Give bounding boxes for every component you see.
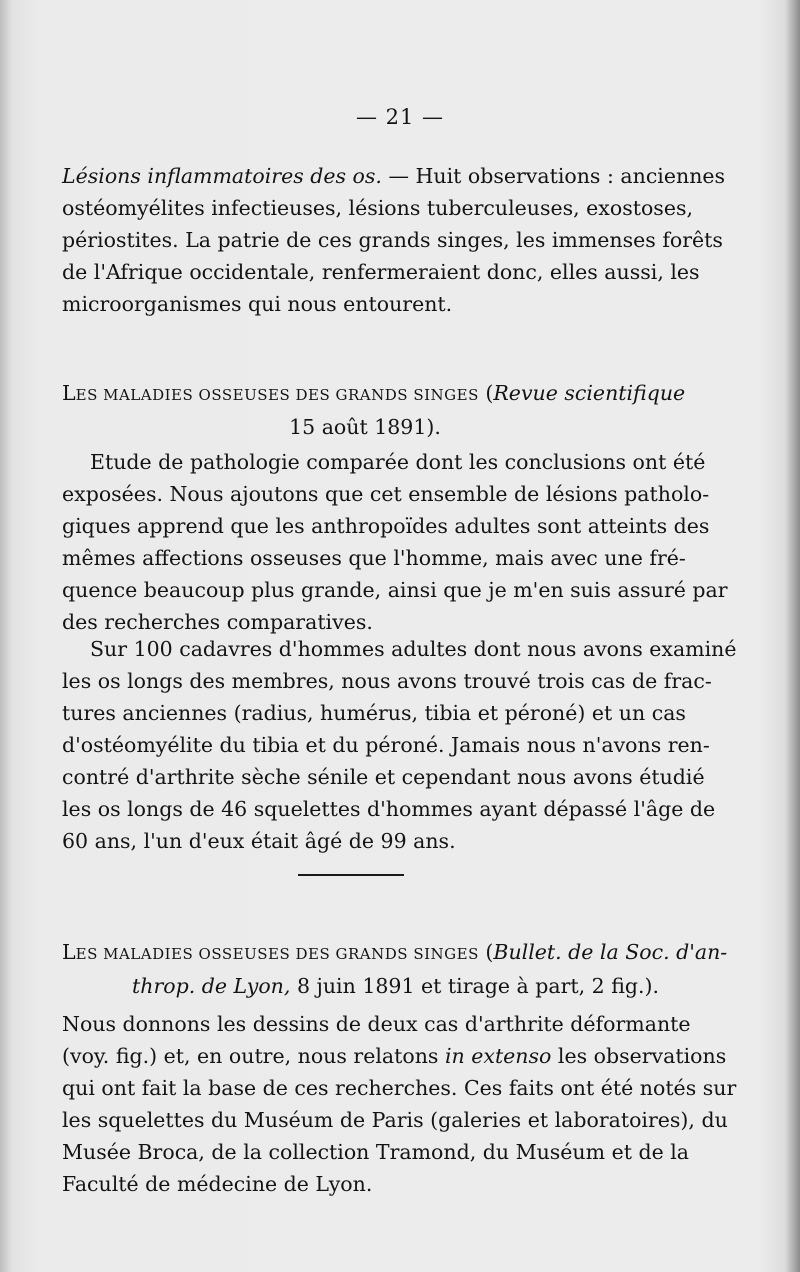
paragraph-comparative-pathology — [62, 446, 728, 638]
heading-line: LES MALADIES OSSEUSES DES GRANDS SINGES (Revue scientifique — [62, 381, 686, 405]
paragraph-line: qui ont fait la base de ces recherches. Ces faits ont été notés sur — [62, 1076, 737, 1100]
publication-title: Bullet. de la Soc. d'an- — [493, 940, 728, 964]
paragraph-line: Sur 100 cadavres d'hommes adultes dont nous avons examiné — [90, 637, 737, 661]
heading-line: throp. de Lyon, 8 juin 1891 et tirage à part, 2 fig.). — [132, 974, 660, 998]
paragraph-line: Lésions inflammatoires des os. — Huit observations : anciennes — [62, 164, 726, 188]
paragraph-line: 60 ans, l'un d'eux était âgé de 99 ans. — [62, 829, 456, 853]
paragraph-line: Nous donnons les dessins de deux cas d'arthrite déformante — [62, 1012, 691, 1036]
paragraph-line: Faculté de médecine de Lyon. — [62, 1172, 373, 1196]
paragraph-line: exposées. Nous ajoutons que cet ensemble de lésions patholo- — [62, 482, 710, 506]
paragraph-line: périostites. La patrie de ces grands singes, les immenses forêts — [62, 228, 723, 252]
paragraph-line: quence beaucoup plus grande, ainsi que je m'en suis assuré par — [62, 578, 728, 602]
paragraph-line: (voy. fig.) et, en outre, nous relatons in extenso les observations — [62, 1044, 727, 1068]
paragraph-line: les os longs des membres, nous avons trouvé trois cas de frac- — [62, 669, 712, 693]
paragraph-line: les os longs de 46 squelettes d'hommes ayant dépassé l'âge de — [62, 797, 716, 821]
section-inflammatory-lesions — [62, 160, 726, 320]
publication-title: Revue scientifique — [493, 381, 686, 405]
paragraph-line: de l'Afrique occidentale, renfermeraient donc, elles aussi, les — [62, 260, 700, 284]
section-heading-revue — [62, 377, 686, 443]
heading-line: LES MALADIES OSSEUSES DES GRANDS SINGES (Bullet. de la Soc. d'an- — [62, 940, 728, 964]
paragraph-line: giques apprend que les anthropoïdes adultes sont atteints des — [62, 514, 710, 538]
paragraph-line: tures anciennes (radius, humérus, tibia et péroné) et un cas — [62, 701, 686, 725]
paragraph-line: Etude de pathologie comparée dont les conclusions ont été — [90, 450, 706, 474]
page-number: — 21 — — [355, 105, 445, 129]
paragraph-line: d'ostéomyélite du tibia et du péroné. Jamais nous n'avons ren- — [62, 733, 710, 757]
paragraph-line: ostéomyélites infectieuses, lésions tuberculeuses, exostoses, — [62, 196, 693, 220]
paragraph-line: microorganismes qui nous entourent. — [62, 292, 453, 316]
paragraph-line: Musée Broca, de la collection Tramond, du Muséum et de la — [62, 1140, 690, 1164]
section-heading-bulletin — [62, 936, 728, 1002]
section-title: Lésions inflammatoires des os. — [62, 164, 382, 188]
paragraph-line: les squelettes du Muséum de Paris (galeries et laboratoires), du — [62, 1108, 728, 1132]
paragraph-line: contré d'arthrite sèche sénile et cependant nous avons étudié — [62, 765, 705, 789]
paragraph-line: mêmes affections osseuses que l'homme, mais avec une fré- — [62, 546, 686, 570]
section-divider — [298, 874, 404, 876]
paragraph-line: des recherches comparatives. — [62, 610, 373, 634]
heading-date: 15 août 1891). — [289, 415, 441, 439]
paragraph-drawings — [62, 1008, 737, 1200]
paragraph-cadavers — [62, 633, 737, 857]
